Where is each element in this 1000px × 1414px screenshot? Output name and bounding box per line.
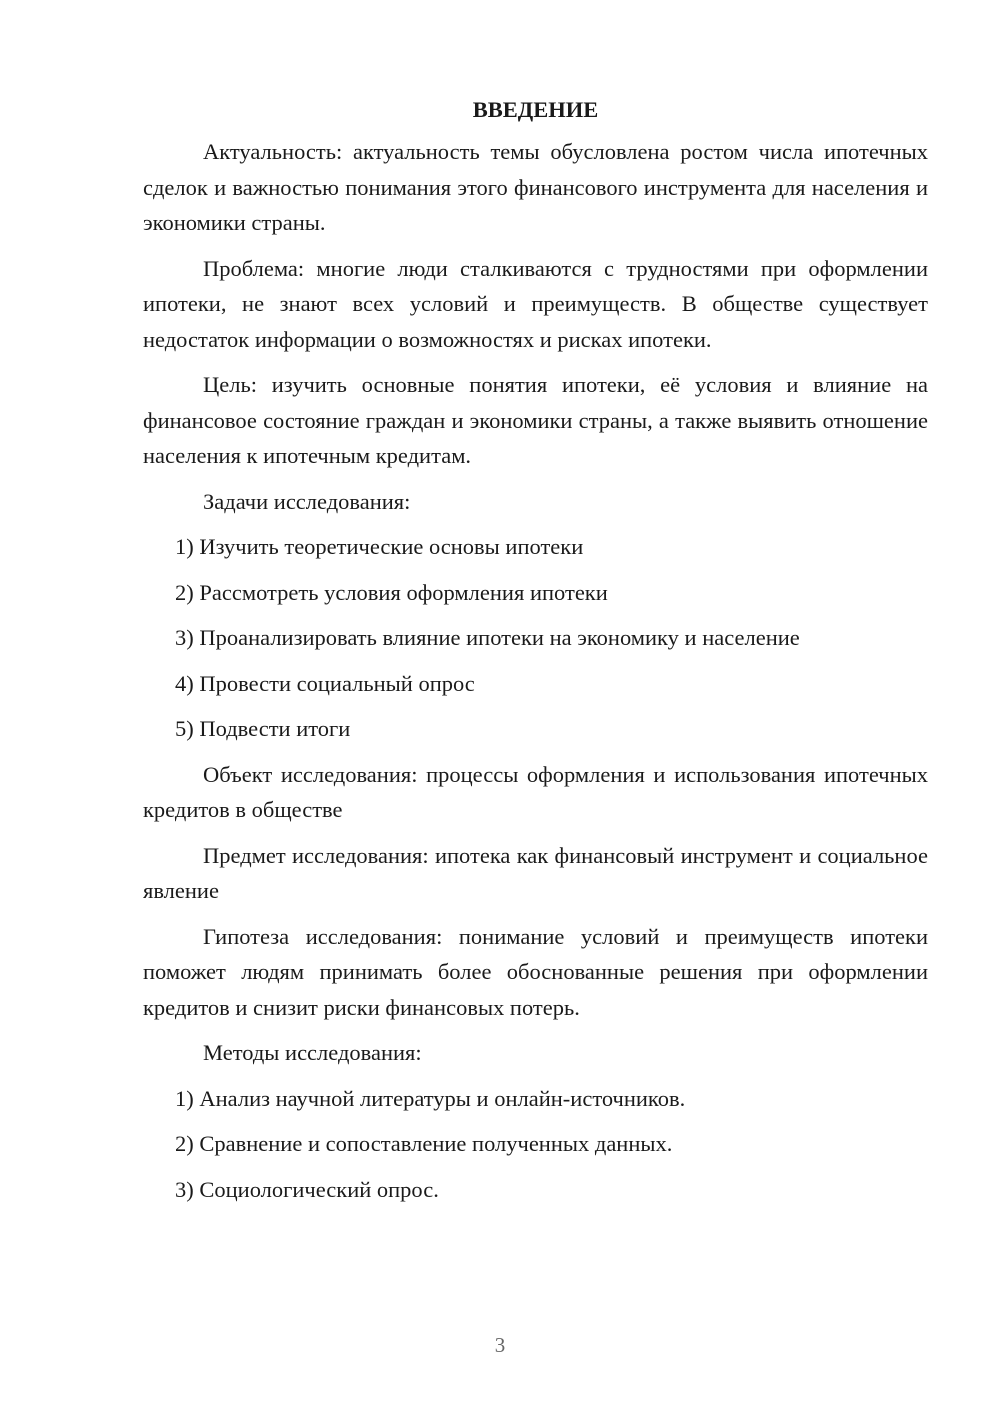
paragraph-subject: Предмет исследования: ипотека как финансовый инструмент и социальное явление — [143, 842, 928, 903]
list-item: 2) Рассмотреть условия оформления ипотеки — [175, 579, 608, 605]
tasks-list — [143, 529, 928, 747]
list-item: 2) Сравнение и сопоставление полученных данных. — [175, 1131, 673, 1156]
methods-heading: Методы исследования: — [203, 1040, 422, 1065]
paragraph-problem: Проблема: многие люди сталкиваются с трудностями при оформлении ипотеки, не знают всех условий и преимуществ. В обществе существует недостаток информации о возможностях и рисках ипотеки. — [143, 255, 928, 352]
list-item: 1) Анализ научной литературы и онлайн-источников. — [175, 1085, 686, 1111]
paragraph-relevance: Актуальность: актуальность темы обусловлена ростом числа ипотечных сделок и важностью понимания этого финансового инструмента для населения и экономики страны. — [143, 139, 928, 235]
paragraph-hypothesis: Гипотеза исследования: понимание условий и преимуществ ипотеки поможет людям принимать более обоснованные решения при оформлении кредитов и снизит риски финансовых потерь. — [143, 923, 928, 1020]
page-number: 3 — [494, 1333, 506, 1357]
tasks-heading: Задачи исследования: — [203, 488, 411, 514]
list-item: 4) Провести социальный опрос — [175, 670, 475, 696]
methods-list — [143, 1081, 928, 1208]
list-item: 3) Проанализировать влияние ипотеки на экономику и население — [175, 625, 800, 650]
list-item: 3) Социологический опрос. — [175, 1176, 439, 1202]
section-heading: ВВЕДЕНИЕ — [472, 97, 599, 122]
document-page — [143, 92, 928, 1217]
list-item: 1) Изучить теоретические основы ипотеки — [175, 534, 584, 559]
paragraph-goal: Цель: изучить основные понятия ипотеки, её условия и влияние на финансовое состояние граждан и экономики страны, а также выявить отношение населения к ипотечным кредитам. — [143, 372, 928, 468]
paragraph-object: Объект исследования: процессы оформления и использования ипотечных кредитов в обществе — [143, 761, 928, 822]
list-item: 5) Подвести итоги — [175, 716, 351, 741]
